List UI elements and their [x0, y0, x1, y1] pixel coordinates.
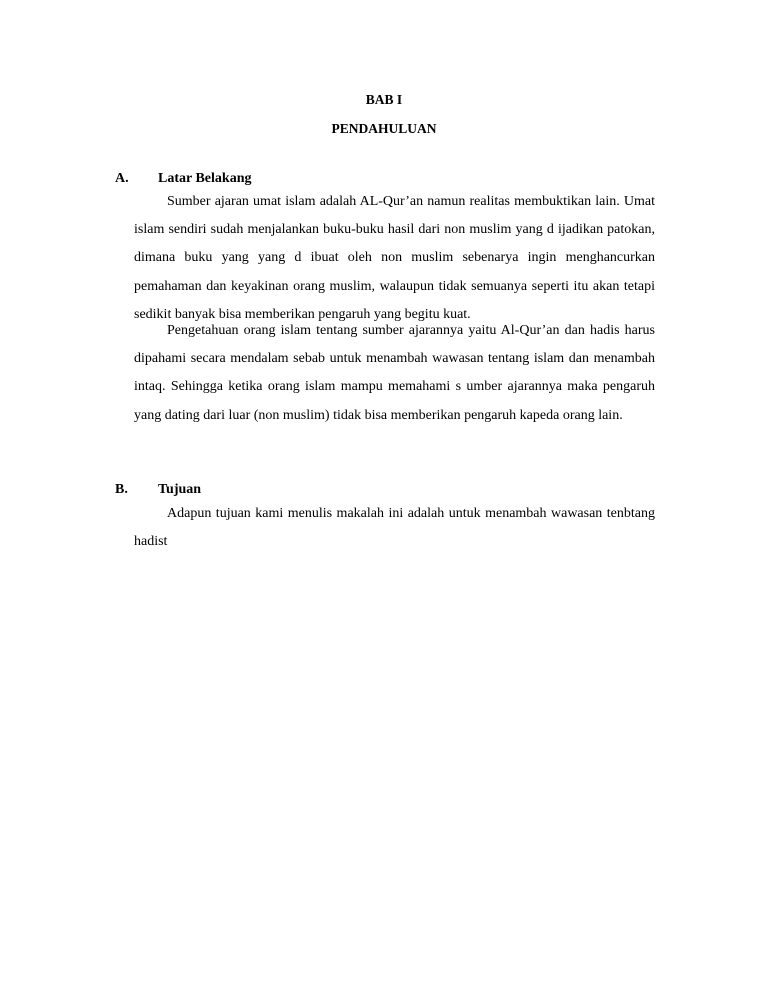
section-a-title: Latar Belakang: [158, 171, 252, 186]
chapter-number: BAB I: [365, 92, 403, 107]
section-b-title: Tujuan: [158, 482, 202, 497]
section-a-number: A.: [115, 171, 129, 186]
section-a-paragraph-1: Sumber ajaran umat islam adalah AL-Qur’an namun realitas membuktikan lain. Umat islam sendiri sudah menjalankan buku-buku hasil dari non muslim yang d ijadikan patokan, dimana buku yang yang d ibuat oleh non muslim sebenarya ingin menghancurkan pemahaman dan keyakinan orang muslim, walaupun tidak semuanya seperti itu akan tetapi sedikit banyak bisa memberikan pengaruh yang begitu kuat.: [134, 194, 655, 322]
section-b-number: B.: [115, 482, 128, 497]
section-b-paragraph-1: Adapun tujuan kami menulis makalah ini adalah untuk menambah wawasan tenbtang hadist: [134, 506, 655, 550]
chapter-title: PENDAHULUAN: [331, 121, 437, 136]
section-a-paragraph-2: Pengetahuan orang islam tentang sumber ajarannya yaitu Al-Qur’an dan hadis harus dipahami secara mendalam sebab untuk menambah wawasan tentang islam dan menambah intaq. Sehingga ketika orang islam mampu memahami s umber ajarannya maka pengaruh yang dating dari luar (non muslim) tidak bisa memberikan pengaruh kapeda orang lain.: [134, 323, 655, 423]
